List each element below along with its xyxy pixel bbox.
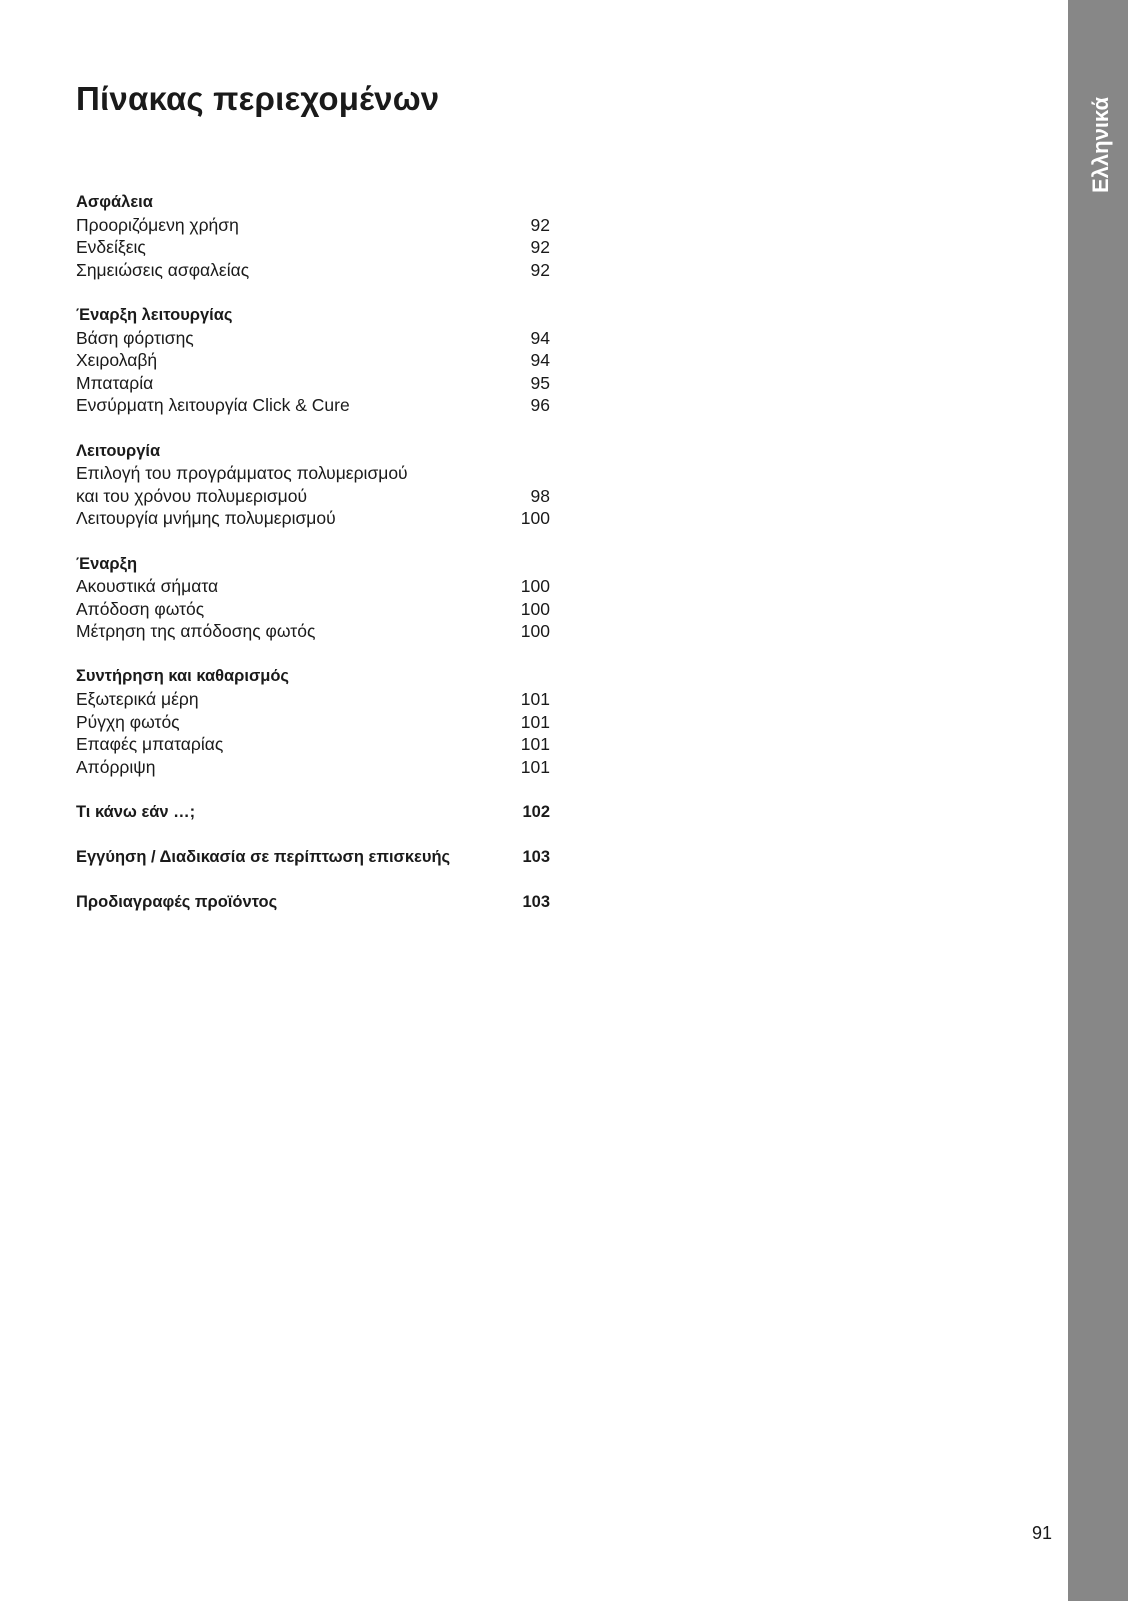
toc-entry[interactable] [76, 259, 550, 282]
toc-entry-page: 101 [520, 734, 550, 755]
toc-entry-page: 94 [530, 350, 550, 371]
toc-heading-page: 103 [522, 848, 550, 867]
toc-heading-label: Συντήρηση και καθαρισμός [76, 667, 290, 686]
toc-entry-page: 100 [520, 621, 550, 642]
toc-entry[interactable] [76, 236, 550, 259]
toc-entry[interactable] [76, 711, 550, 734]
toc-entry-page: 95 [530, 372, 550, 393]
toc-section-heading[interactable] [76, 665, 550, 688]
toc-entry[interactable] [76, 507, 550, 530]
toc-entry-label: Χειρολαβή [76, 350, 158, 371]
toc-entry[interactable] [76, 349, 550, 372]
toc-section-heading[interactable] [76, 440, 550, 463]
side-language-label: Ελληνικά [1088, 97, 1113, 193]
toc-entry-page: 96 [530, 395, 550, 416]
toc-entry-label: Επιλογή του προγράμματος πολυμερισμού [76, 463, 408, 484]
toc-entry-label: Σημειώσεις ασφαλείας [76, 259, 250, 280]
toc-entry[interactable] [76, 688, 550, 711]
toc-section-heading[interactable] [76, 191, 550, 214]
toc-heading-page: 103 [522, 893, 550, 912]
toc-heading-page: 102 [522, 803, 550, 822]
toc-entry[interactable] [76, 620, 550, 643]
toc-entry-page: 101 [520, 711, 550, 732]
toc-entry[interactable] [76, 485, 550, 508]
toc-entry-label: Ενδείξεις [76, 237, 146, 258]
page-number: 91 [1032, 1523, 1053, 1543]
toc-entry[interactable] [76, 327, 550, 350]
toc-entry-page: 98 [530, 485, 550, 506]
toc-heading-label: Έναρξη [76, 554, 138, 573]
toc-entry-label: Βάση φόρτισης [76, 327, 194, 348]
toc-entry[interactable] [76, 214, 550, 237]
toc-entry[interactable] [76, 372, 550, 395]
toc-entry[interactable] [76, 756, 550, 779]
toc-heading-label: Προδιαγραφές προϊόντος [76, 893, 278, 912]
toc-entry-page: 92 [530, 259, 550, 280]
toc-section-heading[interactable] [76, 304, 550, 327]
toc-heading-label: Τι κάνω εάν …; [76, 803, 196, 822]
toc-entry-label: Επαφές μπαταρίας [76, 734, 224, 755]
toc-entry-label: Λειτουργία μνήμης πολυμερισμού [76, 508, 336, 529]
toc-entry-label: Προοριζόμενη χρήση [76, 214, 239, 235]
toc-entry-label: Ενσύρματη λειτουργία Click & Cure [76, 395, 350, 416]
toc-entry[interactable] [76, 733, 550, 756]
toc-entry-label: και του χρόνου πολυμερισμού [76, 485, 308, 506]
toc-section-specs[interactable] [76, 891, 550, 914]
toc-heading-label: Εγγύηση / Διαδικασία σε περίπτωση επισκευής [76, 848, 451, 867]
toc-entry-page: 101 [520, 756, 550, 777]
toc-entry-label: Ρύγχη φωτός [76, 711, 180, 732]
toc-section-heading[interactable] [76, 553, 550, 576]
toc-entry-page: 100 [520, 598, 550, 619]
page-title: Πίνακας περιεχομένων [76, 80, 440, 117]
toc-entry-label: Απόρριψη [76, 756, 156, 777]
toc-entry-label: Απόδοση φωτός [76, 598, 205, 619]
toc-section-warranty[interactable] [76, 846, 550, 869]
table-of-contents [76, 191, 550, 914]
toc-section-troubleshooting[interactable] [76, 801, 550, 824]
toc-heading-label: Ασφάλεια [76, 193, 153, 211]
toc-entry-page: 100 [520, 508, 550, 529]
toc-entry-label: Εξωτερικά μέρη [76, 689, 199, 710]
toc-entry-page: 92 [530, 214, 550, 235]
toc-entry-label: Μέτρηση της απόδοσης φωτός [76, 621, 316, 642]
toc-entry-label: Ακουστικά σήματα [76, 576, 219, 597]
toc-entry[interactable] [76, 575, 550, 598]
toc-entry-page: 94 [530, 327, 550, 348]
toc-entry-page: 92 [530, 237, 550, 258]
toc-entry-page: 101 [520, 689, 550, 710]
toc-heading-label: Έναρξη λειτουργίας [76, 305, 233, 324]
toc-entry-page: 100 [520, 576, 550, 597]
toc-heading-label: Λειτουργία [76, 441, 161, 460]
toc-entry[interactable] [76, 394, 550, 417]
toc-entry[interactable] [76, 598, 550, 621]
side-language-tab [1068, 0, 1128, 1601]
toc-entry[interactable] [76, 462, 550, 485]
toc-entry-label: Μπαταρία [76, 372, 154, 393]
